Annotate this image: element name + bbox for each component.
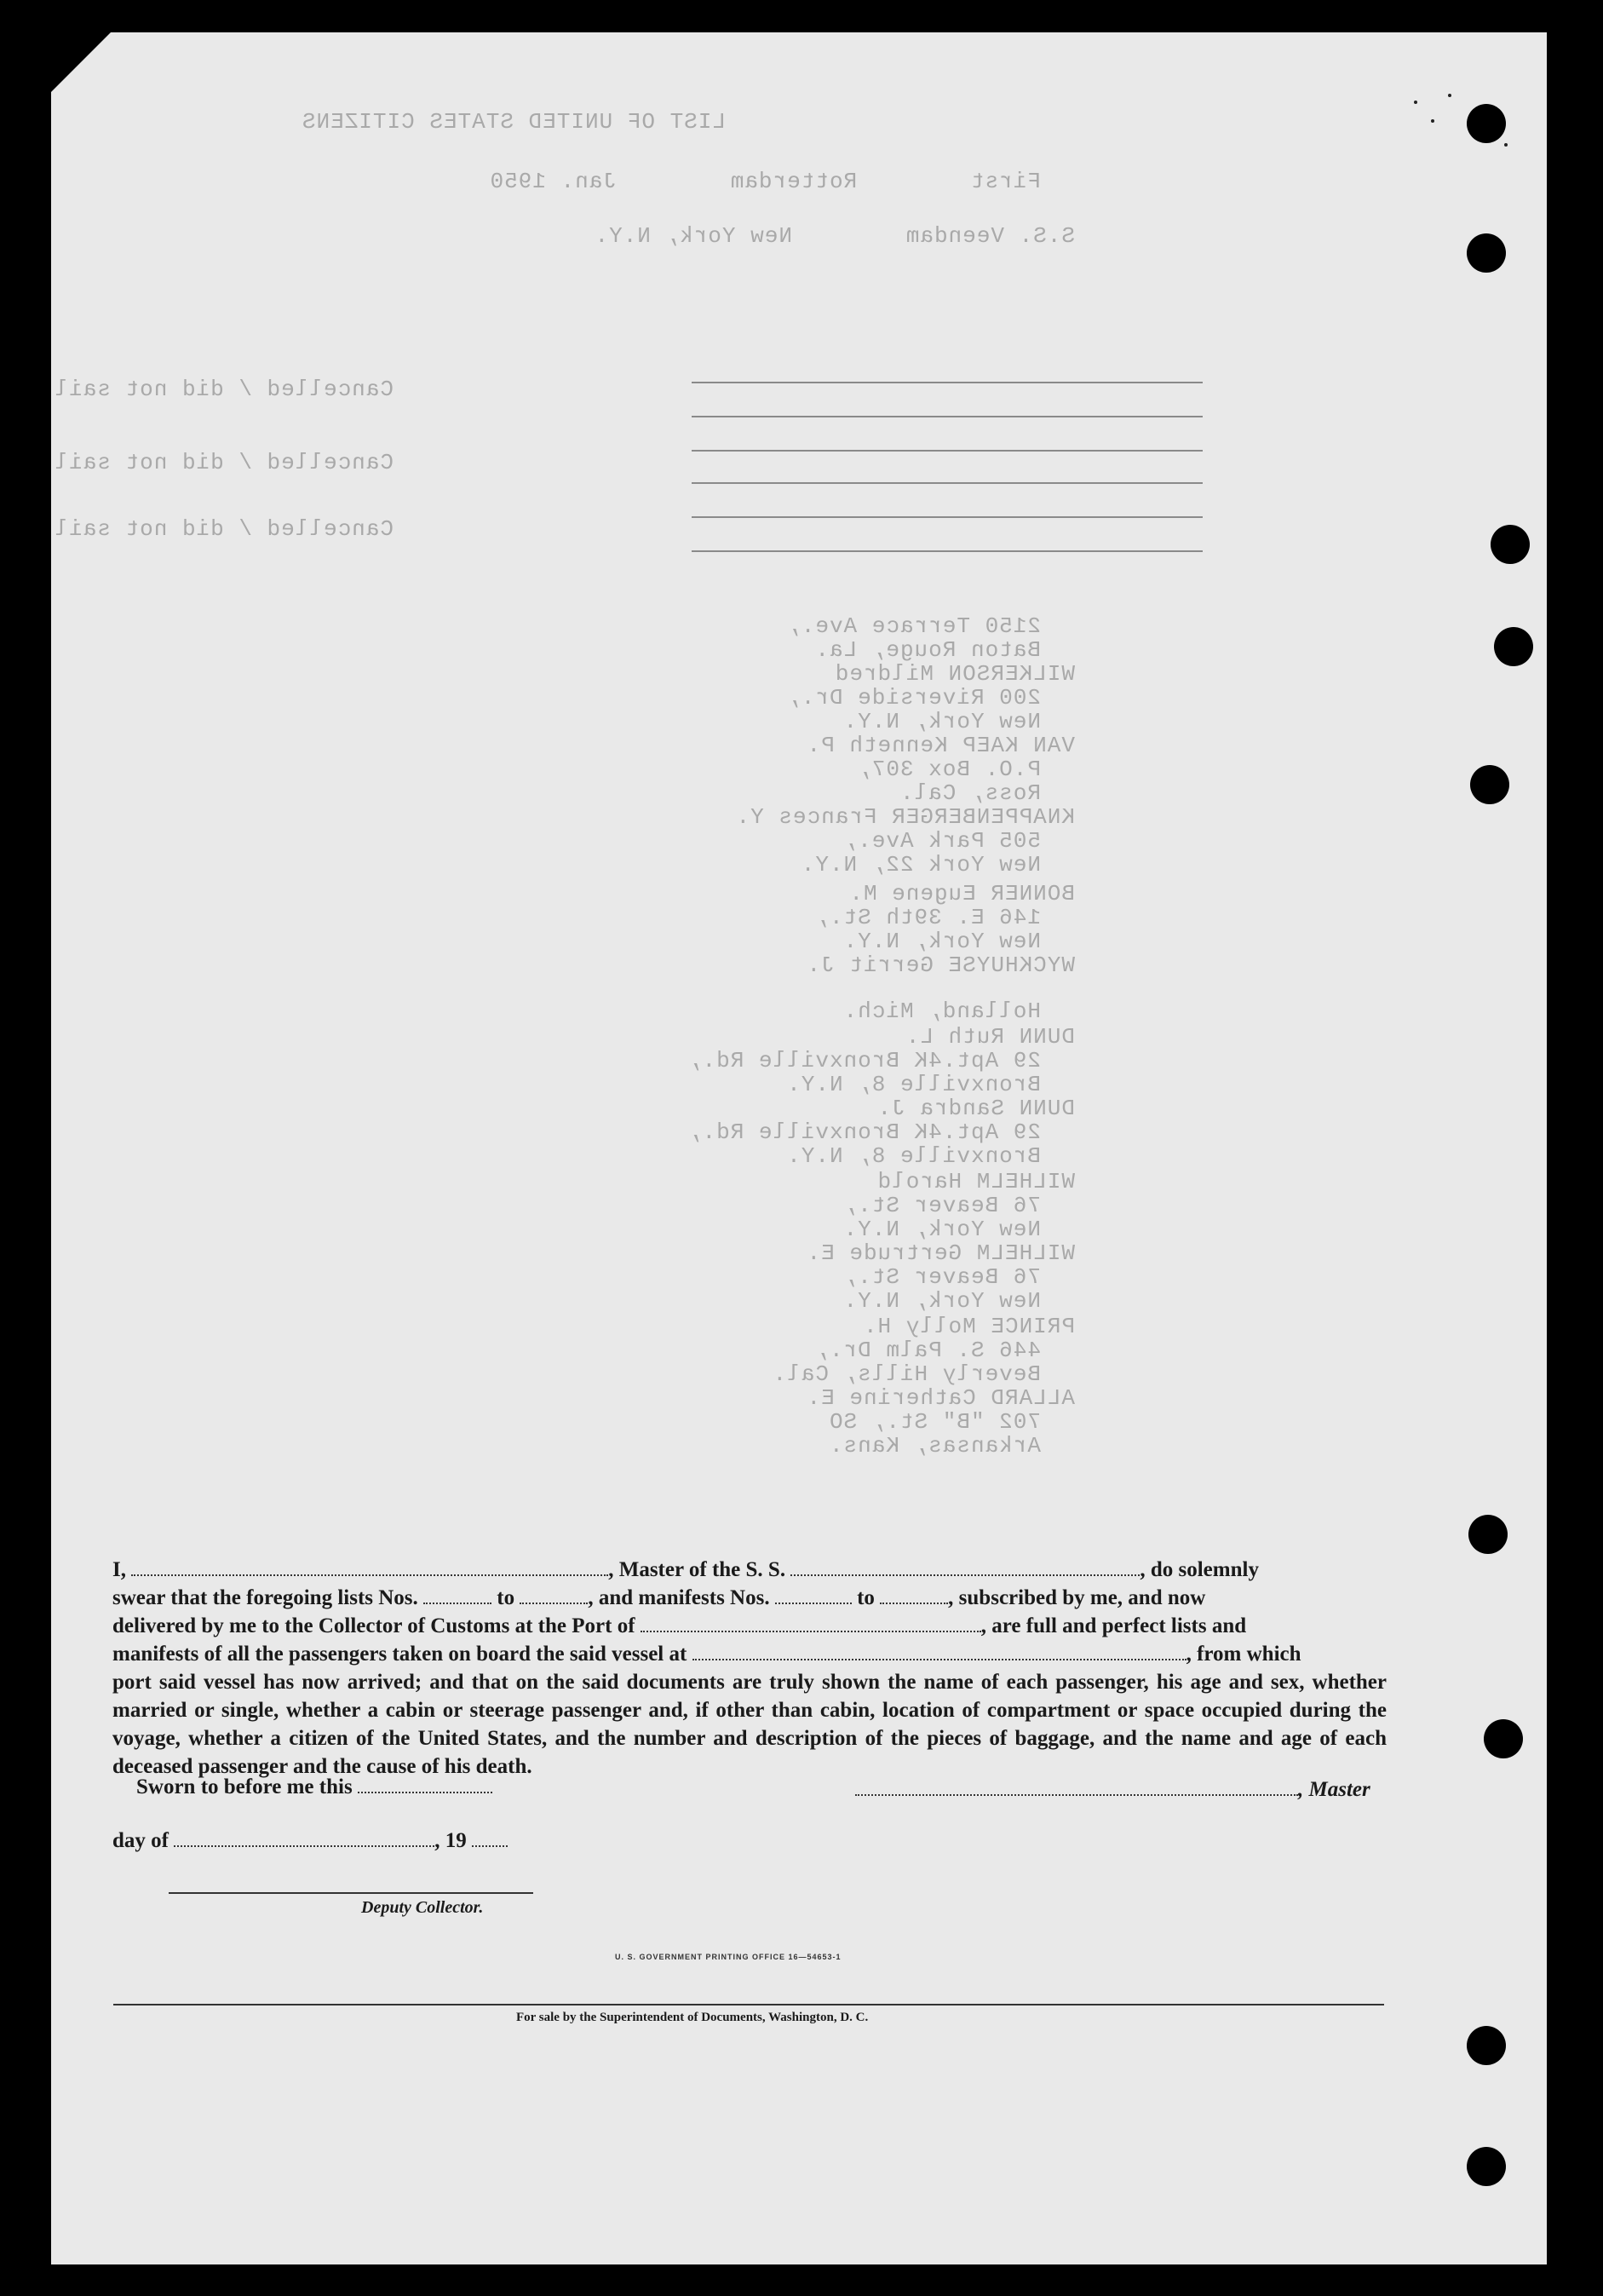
ghost-line: 446 S. Palm Dr., [814, 1338, 1041, 1363]
ghost-line: P.O. Box 307, [857, 757, 1041, 782]
oath-text: , are full and perfect lists and [980, 1614, 1247, 1637]
oath-line-4 [112, 1640, 1387, 1668]
deputy-signature-line[interactable] [169, 1892, 533, 1894]
ghost-line: Cancelled / did not sail [54, 377, 394, 402]
ghost-line: DUNN Ruth L. [905, 1024, 1075, 1050]
ghost-line: LIST OF UNITED STATES CITIZENS [301, 109, 726, 135]
ghost-line: WYCKHUYSE Gerrit J. [806, 952, 1075, 978]
master-oath [112, 1556, 1387, 1781]
ghost-line: Arkansas, Kans. [828, 1433, 1041, 1459]
departure-port-field[interactable] [692, 1642, 1186, 1660]
ghost-line: 505 Park Ave., [842, 828, 1041, 854]
oath-body: port said vessel has now arrived; and that on the said documents are truly shown the name of each passenger, his age and sex, whether married or single, whether a cabin or steerage passenger and, if other than cabin, location of compartment or space occupied during the voyage, whether a citizen of the United States, and the number and description of the pieces of baggage, and the name and age of each deceased passenger and the cause of his death. [112, 1671, 1387, 1778]
ghost-line: DUNN Sandra J. [876, 1096, 1075, 1121]
year-label: , 19 [434, 1829, 467, 1852]
manifest-from-field[interactable] [775, 1585, 852, 1604]
day-of-line [112, 1828, 508, 1853]
ghost-line: 702 "B" St., SO [828, 1409, 1041, 1435]
ghost-line: First Rotterdam Jan. 1950 [489, 169, 1041, 194]
oath-text: manifests of all the passengers taken on board the said vessel at [112, 1643, 687, 1666]
strike-line [692, 550, 1203, 552]
ghost-line: Ross, Cal. [899, 780, 1041, 806]
ghost-line: ALLARD Catherine E. [806, 1385, 1075, 1411]
master-name-field[interactable] [131, 1557, 608, 1576]
oath-text: to [857, 1586, 875, 1609]
ghost-line: New York, N.Y. [842, 929, 1041, 954]
ghost-line: 29 Apt.4K Bronxville Rd., [687, 1048, 1041, 1073]
oath-text: to [497, 1586, 515, 1609]
master-label: , Master [1298, 1778, 1370, 1801]
oath-line-3 [112, 1612, 1387, 1640]
year-field[interactable] [472, 1828, 508, 1847]
ghost-line: WILHELM Gertrude E. [806, 1240, 1075, 1266]
footer-rule [113, 2004, 1384, 2005]
strike-line [692, 482, 1203, 484]
ghost-line: WILKERSON Mildred [834, 661, 1075, 687]
day-of-field[interactable] [174, 1828, 434, 1847]
ghost-line: VAN KAEP Kenneth P. [806, 733, 1075, 758]
ghost-line: 29 Apt.4K Bronxville Rd., [687, 1119, 1041, 1145]
ghost-line: S.S. Veendam New York, N.Y. [594, 223, 1075, 249]
ghost-line: New York, N.Y. [842, 1288, 1041, 1314]
oath-line-2 [112, 1584, 1387, 1612]
ghost-line: WILHELM Harold [876, 1169, 1075, 1194]
ghost-line: Cancelled / did not sail [54, 516, 394, 542]
ghost-line: Baton Rouge, La. [814, 637, 1041, 663]
oath-text: delivered by me to the Collector of Customs at the Port of [112, 1614, 635, 1637]
strike-line [692, 416, 1203, 417]
ghost-line: BONNER Eugene M. [848, 881, 1075, 906]
ghost-line: 76 Beaver St., [842, 1193, 1041, 1218]
oath-text: , from which [1186, 1643, 1301, 1666]
oath-text: swear that the foregoing lists Nos. [112, 1586, 418, 1609]
master-signature-field[interactable] [855, 1777, 1298, 1796]
strike-line [692, 516, 1203, 518]
ghost-line: 146 E. 39th St., [814, 905, 1041, 930]
strike-line [692, 450, 1203, 452]
oath-text: , subscribed by me, and now [948, 1586, 1206, 1609]
port-field[interactable] [641, 1614, 981, 1632]
sworn-label: Sworn to before me this [136, 1775, 353, 1798]
ghost-line: Bronxville 8, N.Y. [786, 1143, 1041, 1169]
ghost-line: New York 22, N.Y. [800, 852, 1041, 878]
binder-hole [1467, 2147, 1506, 2186]
manifest-to-field[interactable] [880, 1585, 948, 1604]
ghost-line: 76 Beaver St., [842, 1264, 1041, 1290]
ghost-line: New York, N.Y. [842, 1217, 1041, 1242]
binder-hole [1467, 2026, 1506, 2065]
ghost-line: KNAPPENBERGER Frances Y. [735, 804, 1075, 830]
day-of-label: day of [112, 1829, 169, 1852]
ghost-line: Cancelled / did not sail [54, 450, 394, 475]
ghost-line: New York, N.Y. [842, 709, 1041, 734]
ghost-line: PRINCE Molly H. [862, 1314, 1075, 1339]
sworn-line [136, 1775, 492, 1799]
list-from-field[interactable] [423, 1585, 491, 1604]
oath-line-1 [112, 1556, 1387, 1584]
oath-text: , and manifests Nos. [588, 1586, 770, 1609]
oath-text: I, [112, 1558, 126, 1581]
ship-name-field[interactable] [790, 1557, 1140, 1576]
printing-office-imprint: U. S. GOVERNMENT PRINTING OFFICE 16—54653-1 [615, 1953, 842, 1961]
sworn-date-field[interactable] [358, 1775, 492, 1793]
oath-text: , Master of the S. S. [608, 1558, 786, 1581]
binder-hole [1484, 1719, 1523, 1758]
list-to-field[interactable] [520, 1585, 588, 1604]
ghost-line: 200 Riverside Dr., [786, 685, 1041, 711]
ghost-line: 2150 Terrace Ave., [786, 613, 1041, 639]
ghost-line: Holland, Mich. [842, 998, 1041, 1024]
deputy-collector-label: Deputy Collector. [361, 1898, 484, 1917]
binder-hole [1468, 1515, 1508, 1554]
for-sale-notice: For sale by the Superintendent of Documents, Washington, D. C. [516, 2011, 869, 2024]
ghost-line: Bronxville 8, N.Y. [786, 1072, 1041, 1097]
strike-line [692, 382, 1203, 383]
master-signature-line [855, 1777, 1370, 1802]
ghost-line: Beverly Hills, Cal. [772, 1361, 1041, 1387]
oath-text: , do solemnly [1140, 1558, 1259, 1581]
